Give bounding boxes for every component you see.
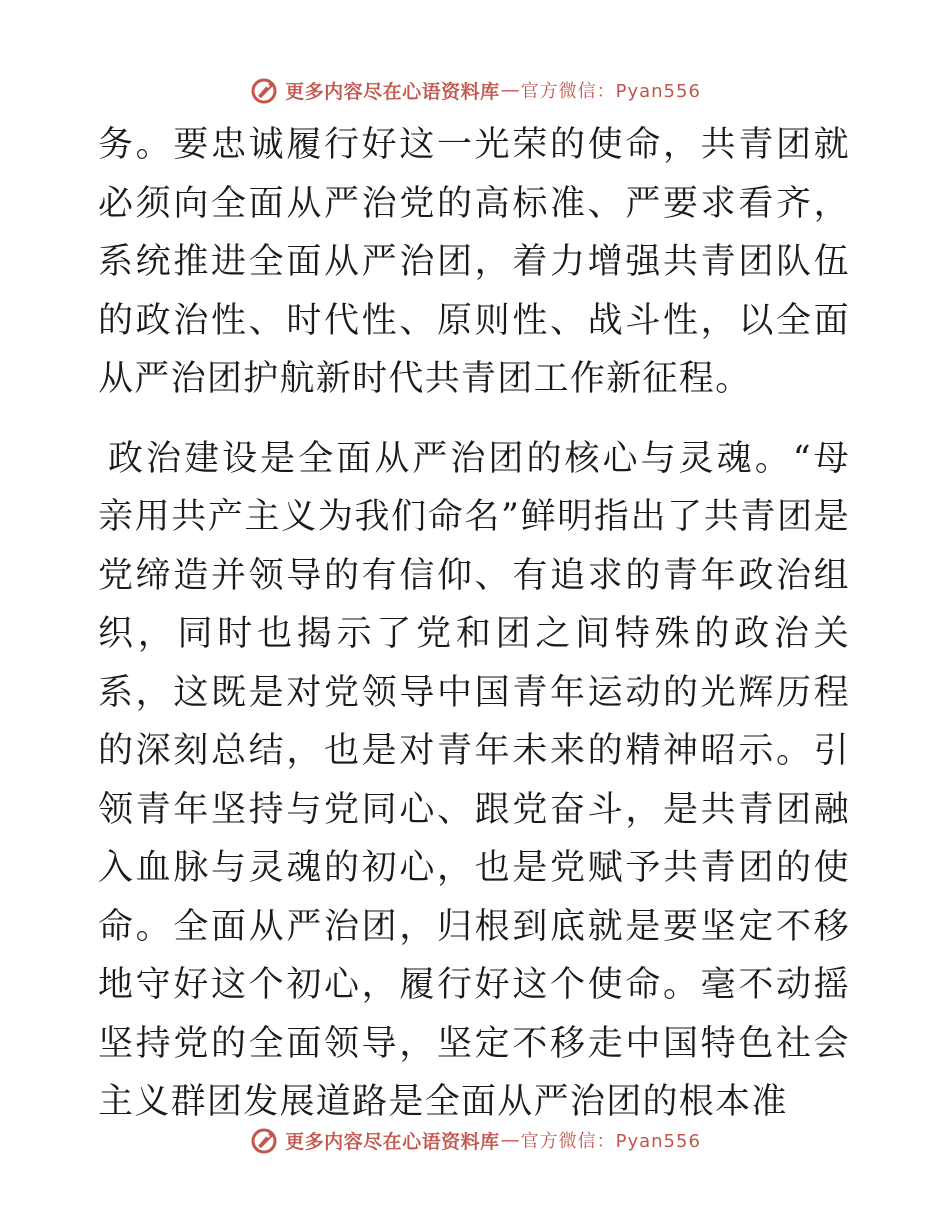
pen-nib-circle-icon <box>249 75 279 105</box>
document-body <box>98 116 850 1132</box>
header-brand: 更多内容尽在心语资料库 <box>285 80 500 103</box>
footer-dash: — <box>500 1129 520 1151</box>
pen-nib-circle-icon <box>249 1125 279 1155</box>
paragraph-continued: 务。要忠诚履行好这一光荣的使命，共青团就必须向全面从严治党的高标准、严要求看齐，系统推进全面从严治团，着力增强共青团队伍的政治性、时代性、原则性、战斗性，以全面从严治团护航新时代共青团工作新征程。 <box>98 125 850 399</box>
footer-brand: 更多内容尽在心语资料库 <box>285 1130 500 1153</box>
paragraph-political-building: 政治建设是全面从严治团的核心与灵魂。“母亲用共产主义为我们命名”鲜明指出了共青团是党缔造并领导的有信仰、有追求的青年政治组织，同时也揭示了党和团之间特殊的政治关系，这既是对党领导中国青年运动的光辉历程的深刻总结，也是对青年未来的精神昭示。引领青年坚持与党同心、跟党奋斗，是共青团融入血脉与灵魂的初心，也是党赋予共青团的使命。全面从严治团，归根到底就是要坚定不移地守好这个初心，履行好这个使命。毫不动摇坚持党的全面领导，坚定不移走中国特色社会主义群团发展道路是全面从严治团的根本准 <box>98 438 850 1122</box>
footer-contact: 官方微信：Pyan556 <box>520 1131 701 1152</box>
header-contact: 官方微信：Pyan556 <box>520 81 701 102</box>
header-watermark <box>0 70 950 110</box>
header-dash: — <box>500 79 520 101</box>
footer-watermark <box>0 1120 950 1160</box>
